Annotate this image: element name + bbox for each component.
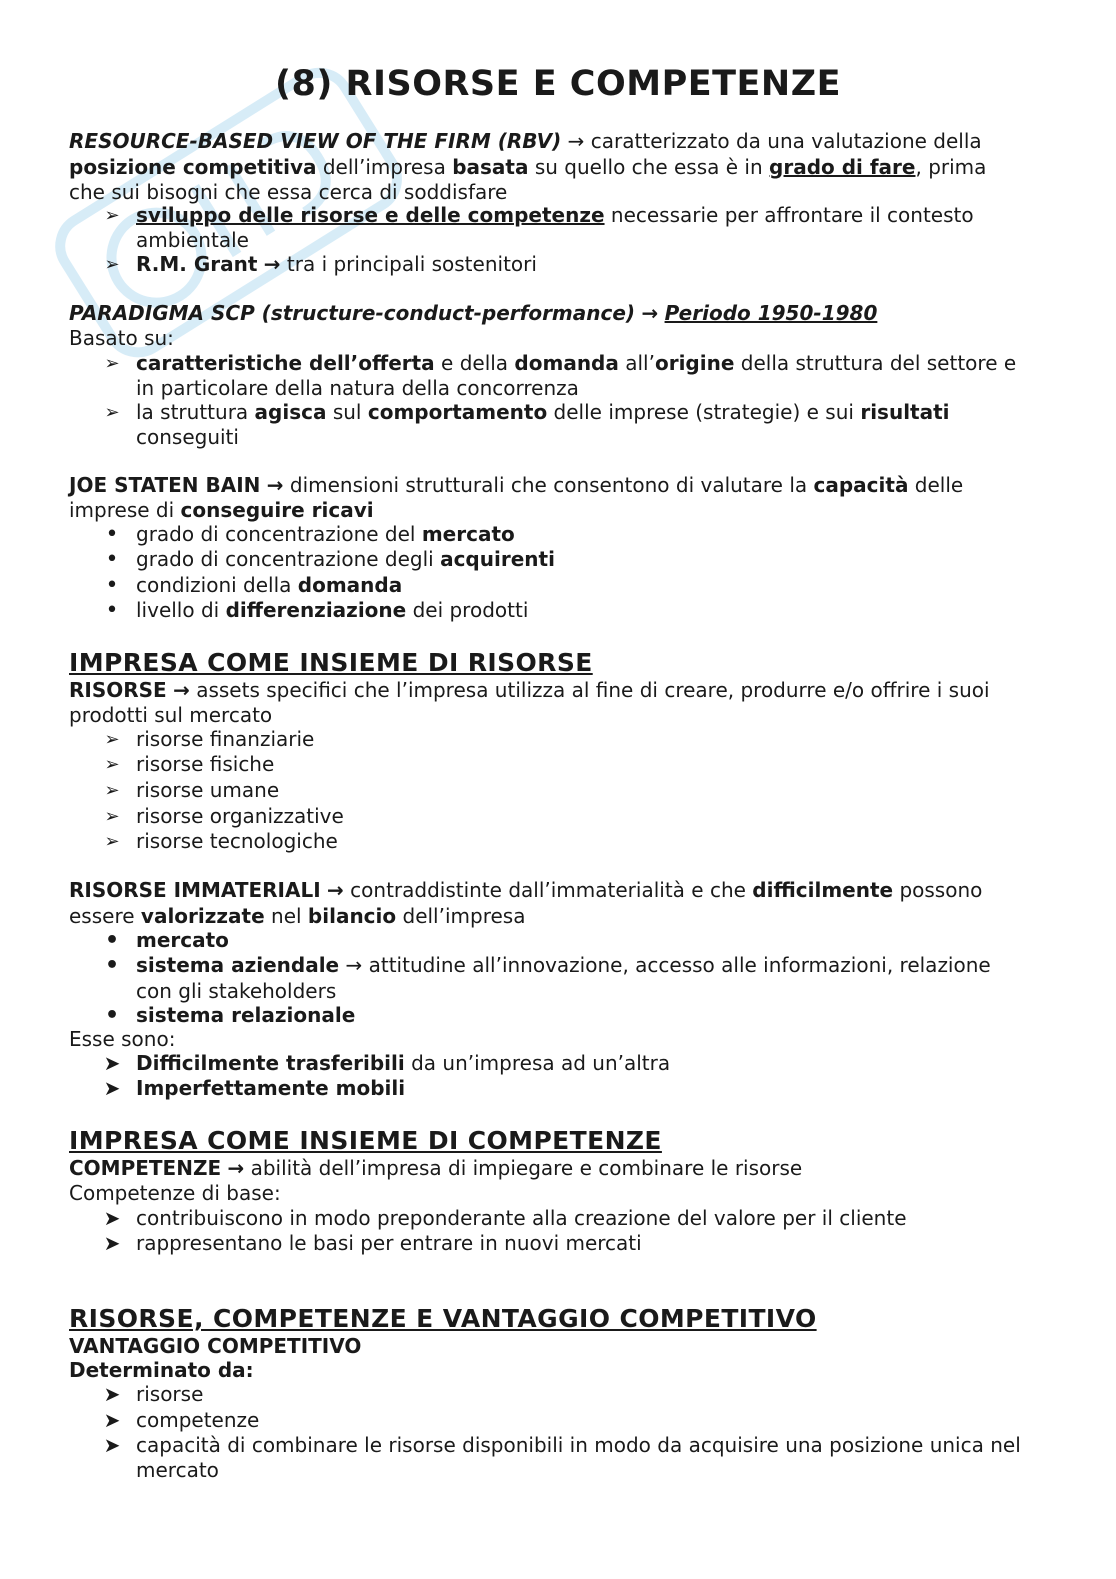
immateriali-esse: Esse sono: (69, 1027, 176, 1051)
bullet-icon: • (104, 928, 120, 953)
bold-arrowhead-bullet-icon: ➤ (103, 1051, 121, 1075)
arrowhead-bullet-icon: ➢ (104, 205, 120, 226)
risorse-item: risorse organizzative (136, 804, 344, 828)
bain-item-3: condizioni della domanda (136, 573, 403, 597)
vantaggio-item-2: competenze (136, 1408, 260, 1432)
bain-line-2: imprese di conseguire ricavi (69, 498, 374, 522)
vantaggio-item-3: capacità di combinare le risorse disponibili in modo da acquisire una posizione unica nel (136, 1433, 1021, 1457)
immateriali-line-1: RISORSE IMMATERIALI → contraddistinte dall’immaterialità e che difficilmente possono (69, 878, 983, 902)
arrow-icon: → (567, 129, 585, 153)
arrowhead-bullet-icon: ➢ (104, 780, 120, 801)
rbv-bullet-2: R.M. Grant → tra i principali sostenitori (136, 252, 537, 276)
rbv-bullet-1: sviluppo delle risorse e delle competenze necessarie per affrontare il contesto (136, 203, 974, 227)
risorse-line-2: prodotti sul mercato (69, 703, 273, 727)
competenze-line-1: COMPETENZE → abilità dell’impresa di impiegare e combinare le risorse (69, 1156, 803, 1180)
scp-bullet-2-cont: conseguiti (136, 425, 239, 449)
bullet-icon: • (105, 573, 119, 598)
esse-item-1: Difficilmente trasferibili da un’impresa ad un’altra (136, 1051, 671, 1075)
scp-intro: Basato su: (69, 326, 174, 350)
arrowhead-bullet-icon: ➢ (104, 831, 120, 852)
arrow-icon: → (266, 473, 284, 497)
risorse-line-1: RISORSE → assets specifici che l’impresa utilizza al fine di creare, produrre e/o offrire i suoi (69, 678, 990, 702)
competenze-item-1: contribuiscono in modo preponderante alla creazione del valore per il cliente (136, 1206, 907, 1230)
bold-arrowhead-bullet-icon: ➤ (103, 1408, 121, 1432)
bullet-icon: • (105, 522, 119, 547)
bain-item-2: grado di concentrazione degli acquirenti (136, 547, 555, 571)
arrow-icon: → (641, 301, 659, 325)
bold-arrowhead-bullet-icon: ➤ (103, 1076, 121, 1100)
immateriali-item-1: mercato (136, 928, 229, 952)
risorse-item: risorse tecnologiche (136, 829, 338, 853)
section-heading-risorse: IMPRESA COME INSIEME DI RISORSE (69, 648, 593, 677)
arrow-icon: → (263, 252, 281, 276)
scp-line-1: PARADIGMA SCP (structure-conduct-performance) → Periodo 1950-1980 (69, 301, 878, 325)
bold-arrowhead-bullet-icon: ➤ (103, 1433, 121, 1457)
vantaggio-item-1: risorse (136, 1382, 204, 1406)
bullet-icon: • (104, 953, 120, 978)
rbv-line-2: posizione competitiva dell’impresa basata su quello che essa è in grado di fare, prima (69, 155, 987, 179)
arrow-icon: → (345, 953, 363, 977)
page-title: (8) RISORSE E COMPETENZE (274, 64, 841, 104)
arrow-icon: → (173, 678, 190, 702)
bold-arrowhead-bullet-icon: ➤ (103, 1231, 121, 1255)
rbv-bullet-1-cont: ambientale (136, 228, 249, 252)
bullet-icon: • (104, 1003, 120, 1028)
bullet-icon: • (105, 598, 119, 623)
competenze-base: Competenze di base: (69, 1181, 281, 1205)
vantaggio-item-3-cont: mercato (136, 1458, 219, 1482)
arrowhead-bullet-icon: ➢ (104, 729, 120, 750)
rbv-line-3: che sui bisogni che essa cerca di soddisfare (69, 180, 508, 204)
rbv-line-1: RESOURCE-BASED VIEW OF THE FIRM (RBV) → caratterizzato da una valutazione della (69, 129, 982, 153)
bold-arrowhead-bullet-icon: ➤ (103, 1206, 121, 1230)
arrow-icon: → (327, 878, 344, 902)
bold-arrowhead-bullet-icon: ➤ (103, 1382, 121, 1406)
bain-item-4: livello di differenziazione dei prodotti (136, 598, 529, 622)
competenze-item-2: rappresentano le basi per entrare in nuovi mercati (136, 1231, 642, 1255)
arrow-icon: → (227, 1156, 245, 1180)
scp-bullet-1: caratteristiche dell’offerta e della domanda all’origine della struttura del settore e (136, 351, 1017, 375)
arrowhead-bullet-icon: ➢ (104, 353, 120, 374)
arrowhead-bullet-icon: ➢ (104, 402, 120, 423)
section-heading-competenze: IMPRESA COME INSIEME DI COMPETENZE (69, 1126, 662, 1155)
vantaggio-determinato: Determinato da: (69, 1358, 254, 1382)
arrowhead-bullet-icon: ➢ (104, 754, 120, 775)
scp-bullet-1-cont: in particolare della natura della concorrenza (136, 376, 579, 400)
section-heading-vantaggio: RISORSE, COMPETENZE E VANTAGGIO COMPETITIVO (69, 1304, 817, 1333)
risorse-item: risorse finanziarie (136, 727, 315, 751)
vantaggio-subheading: VANTAGGIO COMPETITIVO (69, 1334, 362, 1358)
immateriali-item-2: sistema aziendale → attitudine all’innovazione, accesso alle informazioni, relazione (136, 953, 991, 977)
bain-item-1: grado di concentrazione del mercato (136, 522, 515, 546)
immateriali-line-2: essere valorizzate nel bilancio dell’impresa (69, 904, 526, 928)
esse-item-2: Imperfettamente mobili (136, 1076, 406, 1100)
risorse-item: risorse fisiche (136, 752, 275, 776)
scp-bullet-2: la struttura agisca sul comportamento delle imprese (strategie) e sui risultati (136, 400, 950, 424)
immateriali-item-3: sistema relazionale (136, 1003, 356, 1027)
bullet-icon: • (105, 547, 119, 572)
arrowhead-bullet-icon: ➢ (104, 254, 120, 275)
immateriali-item-2-cont: con gli stakeholders (136, 979, 337, 1003)
bain-line-1: JOE STATEN BAIN → dimensioni strutturali che consentono di valutare la capacità delle (69, 473, 964, 497)
risorse-item: risorse umane (136, 778, 280, 802)
rbv-term: RESOURCE-BASED VIEW OF THE FIRM (RBV) (69, 129, 562, 153)
arrowhead-bullet-icon: ➢ (104, 806, 120, 827)
